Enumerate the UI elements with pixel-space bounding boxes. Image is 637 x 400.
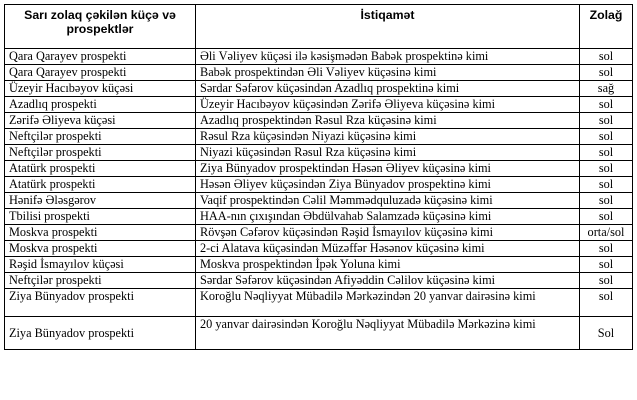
cell-lane: sol [580,65,633,81]
table-row [5,81,633,97]
table-row [5,97,633,113]
cell-lane: Sol [580,317,633,350]
table-row [5,145,633,161]
cell-direction: 2-ci Alatava küçəsindən Müzəffər Həsənov küçəsinə kimi [196,241,580,257]
table-row [5,257,633,273]
cell-direction: Babək prospektindən Əli Vəliyev küçəsinə kimi [196,65,580,81]
cell-lane: sol [580,161,633,177]
cell-street: Neftçilər prospekti [5,145,196,161]
cell-street: Neftçilər prospekti [5,273,196,289]
table-header-row [5,5,633,49]
cell-direction: HAA-nın çıxışından Əbdülvahab Salamzadə küçəsinə kimi [196,209,580,225]
cell-direction: 20 yanvar dairəsindən Koroğlu Nəqliyyat Mübadilə Mərkəzinə kimi [196,317,580,350]
cell-direction: Koroğlu Nəqliyyat Mübadilə Mərkəzindən 20 yanvar dairəsinə kimi [196,289,580,317]
cell-direction: Rəsul Rza küçəsindən Niyazi küçəsinə kimi [196,129,580,145]
cell-direction: Sərdar Səfərov küçəsindən Afiyəddin Cəlilov küçəsinə kimi [196,273,580,289]
cell-street: Moskva prospekti [5,225,196,241]
cell-lane: sol [580,257,633,273]
cell-lane: sol [580,49,633,65]
table-row [5,317,633,350]
cell-street: Atatürk prospekti [5,161,196,177]
cell-lane: sol [580,193,633,209]
cell-direction: Həsən Əliyev küçəsindən Ziya Bünyadov prospektinə kimi [196,177,580,193]
cell-street: Zərifə Əliyeva küçəsi [5,113,196,129]
cell-street: Moskva prospekti [5,241,196,257]
cell-street: Azadlıq prospekti [5,97,196,113]
cell-street: Qara Qarayev prospekti [5,65,196,81]
cell-lane: sol [580,289,633,317]
cell-lane: sol [580,113,633,129]
cell-street: Rəşid İsmayılov küçəsi [5,257,196,273]
cell-street: Atatürk prospekti [5,177,196,193]
cell-lane: sol [580,241,633,257]
table-row [5,113,633,129]
cell-direction: Əli Vəliyev küçəsi ilə kəsişmədən Babək prospektinə kimi [196,49,580,65]
cell-lane: sol [580,129,633,145]
cell-direction: Üzeyir Hacıbəyov küçəsindən Zərifə Əliyeva küçəsinə kimi [196,97,580,113]
cell-street: Ziya Bünyadov prospekti [5,317,196,350]
table-row [5,273,633,289]
cell-direction: Vaqif prospektindən Cəlil Məmmədquluzadə küçəsinə kimi [196,193,580,209]
header-lane: Zolağ [580,5,633,49]
cell-direction: Ziya Bünyadov prospektindən Həsən Əliyev küçəsinə kimi [196,161,580,177]
cell-street: Neftçilər prospekti [5,129,196,145]
cell-lane: sol [580,273,633,289]
cell-lane: sol [580,177,633,193]
cell-street: Üzeyir Hacıbəyov küçəsi [5,81,196,97]
header-street: Sarı zolaq çəkilən küçə və prospektlər [5,5,196,49]
table-row [5,177,633,193]
cell-direction: Niyazi küçəsindən Rəsul Rza küçəsinə kimi [196,145,580,161]
cell-direction: Azadlıq prospektindən Rəsul Rza küçəsinə kimi [196,113,580,129]
cell-street: Ziya Bünyadov prospekti [5,289,196,317]
header-direction: İstiqamət [196,5,580,49]
cell-street: Qara Qarayev prospekti [5,49,196,65]
cell-lane: sol [580,97,633,113]
cell-street: Hənifə Ələsgərov [5,193,196,209]
table-row [5,289,633,317]
cell-street: Tbilisi prospekti [5,209,196,225]
table-row [5,193,633,209]
cell-lane: orta/sol [580,225,633,241]
cell-lane: sağ [580,81,633,97]
table-row [5,209,633,225]
table-row [5,241,633,257]
cell-lane: sol [580,209,633,225]
table-row [5,161,633,177]
cell-lane: sol [580,145,633,161]
table-row [5,65,633,81]
cell-direction: Moskva prospektindən İpək Yoluna kimi [196,257,580,273]
lanes-table [4,4,633,350]
cell-direction: Rövşən Cəfərov küçəsindən Rəşid İsmayılov küçəsinə kimi [196,225,580,241]
table-row [5,129,633,145]
table-row [5,49,633,65]
table-row [5,225,633,241]
cell-direction: Sərdar Səfərov küçəsindən Azadlıq prospektinə kimi [196,81,580,97]
